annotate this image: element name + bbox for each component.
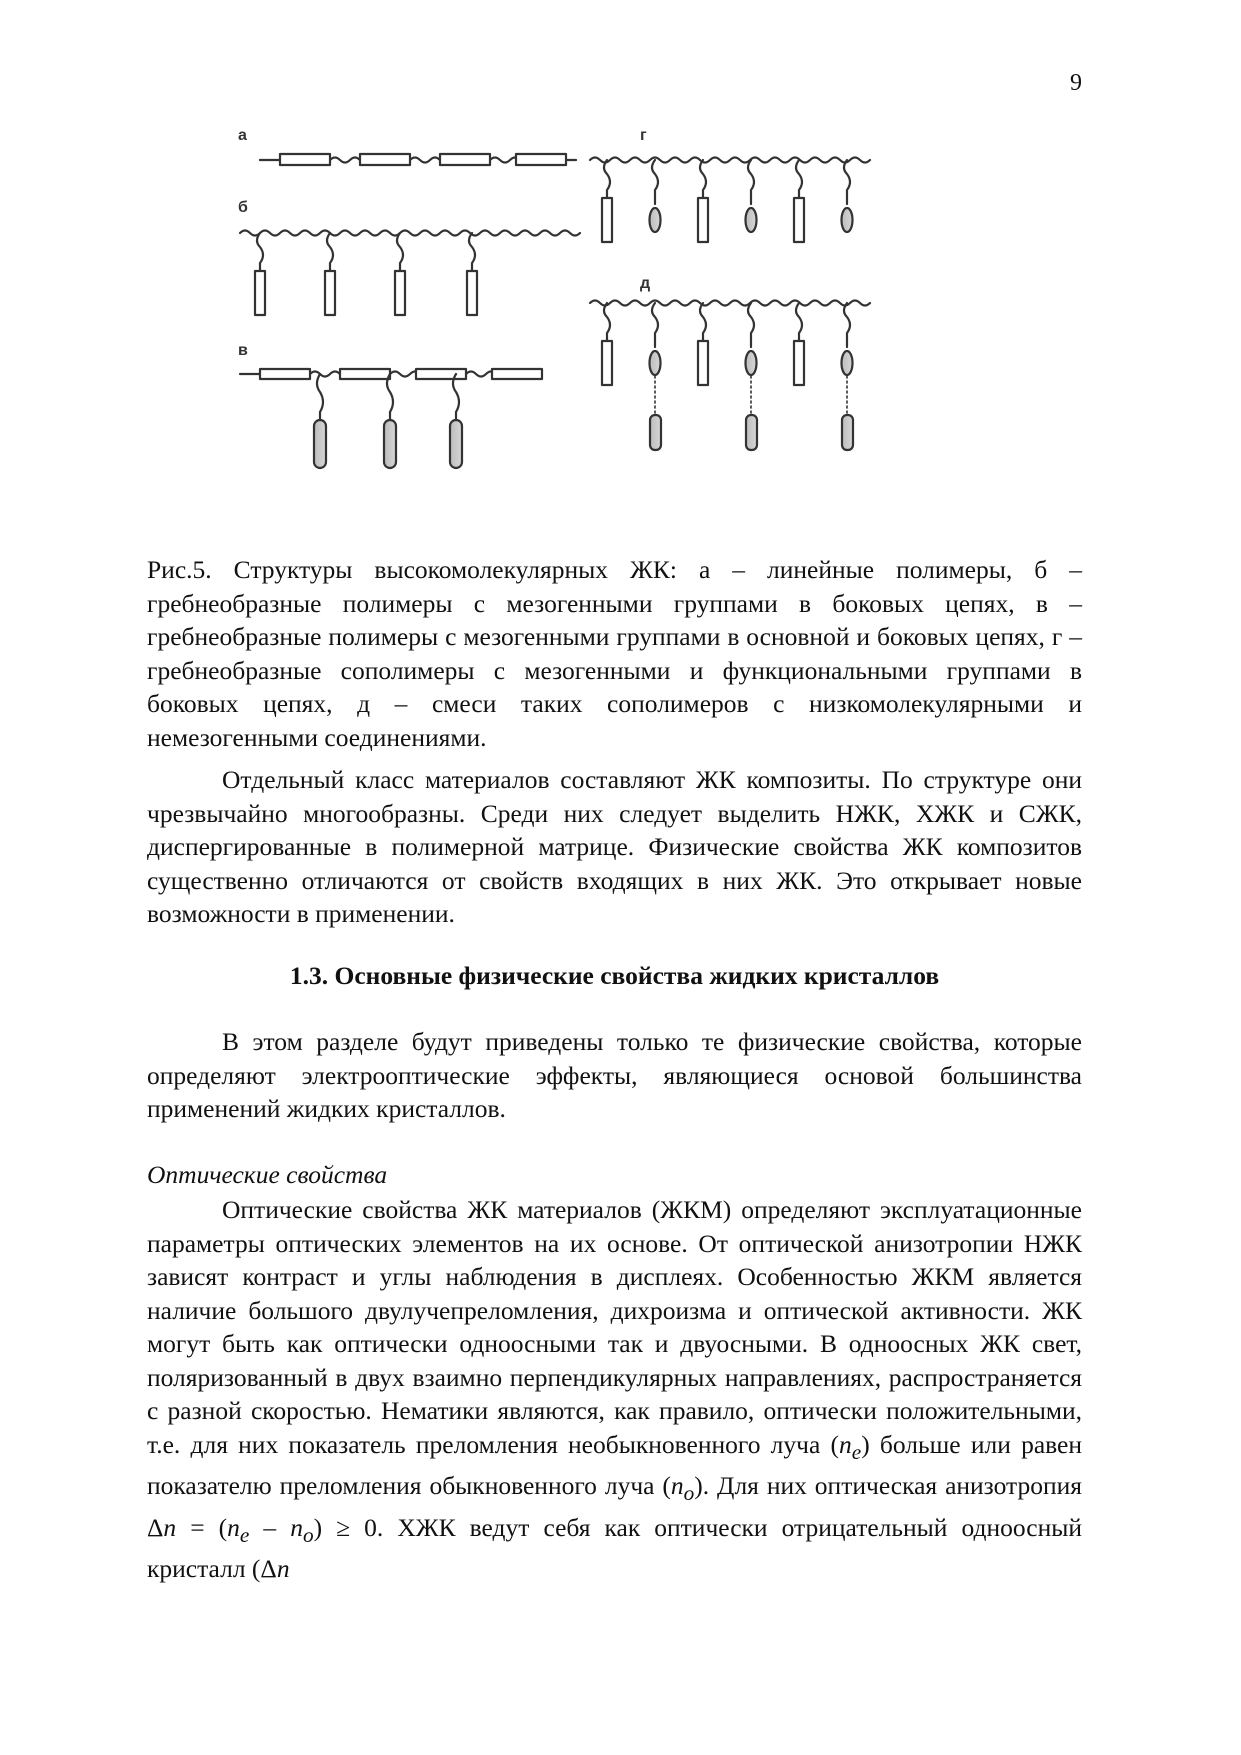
optical-properties-subheading: Оптические свойства xyxy=(147,1160,388,1189)
label-d: д xyxy=(640,275,651,292)
label-a: а xyxy=(238,127,247,144)
text-run: ) больше или равен показателю преломления обыкновенного луча ( xyxy=(147,1429,1082,1501)
label-v: в xyxy=(238,342,248,359)
text-run: = ( xyxy=(176,1512,228,1542)
structure-v xyxy=(240,369,542,468)
text-run: ). Для них оптическая анизотропия Δ xyxy=(147,1471,1082,1542)
figure-caption xyxy=(147,553,1082,754)
text-run: Оптические свойства ЖК материалов (ЖКМ) определяют эксплуатационные параметры оптических элементов на их основе. От оптической анизотропии НЖК зависят контраст и углы наблюдения в дисплеях. Особенностью ЖКМ является наличие большого двулучепреломления, дихроизма и оптической активности. ЖК могут быть как оптически одноосными так и двуосными. В одноосных ЖК свет, поляризованный в двух взаимно перпендикулярных направлениях, распространяется с разной скоростью. Нематики являются, как правило, оптически положительными, т.е. для них показатель преломления необыкновенного луча ( xyxy=(147,1195,1082,1459)
paragraph-text xyxy=(147,1193,1082,1586)
paragraph-text: Отдельный класс материалов составляют ЖК композиты. По структуре они чрезвычайно многообразны. Среди них следует выделить НЖК, ХЖК и СЖК, диспергированные в полимерной матрице. Физические свойства ЖК композитов существенно отличаются от свойств входящих в них ЖК. Это открывает новые возможности в применении. xyxy=(147,765,1082,928)
structure-b xyxy=(240,231,580,316)
subscript-o: o xyxy=(302,1522,314,1547)
paragraph-text: В этом разделе будут приведены только те физические свойства, которые определяют электрооптические эффекты, являющиеся основой большинства применений жидких кристаллов. xyxy=(147,1027,1082,1123)
symbol-n: n xyxy=(290,1512,303,1542)
structure-a xyxy=(260,154,576,165)
page-number: 9 xyxy=(1070,70,1082,96)
structure-d xyxy=(590,301,870,451)
paragraph-optical xyxy=(147,1193,1082,1586)
paragraph-composites xyxy=(147,763,1082,931)
symbol-n: n xyxy=(227,1512,240,1542)
label-g: г xyxy=(640,127,647,144)
subscript-e: e xyxy=(239,1522,250,1547)
symbol-n: n xyxy=(839,1429,852,1459)
subscript-e: e xyxy=(851,1439,862,1464)
polymer-structures-diagram xyxy=(238,127,1010,528)
paragraph-intro xyxy=(147,1025,1082,1126)
symbol-n: n xyxy=(276,1554,290,1584)
text-run: – xyxy=(249,1512,291,1542)
symbol-n: n xyxy=(670,1471,684,1501)
figure-polymer-structures xyxy=(238,127,1010,528)
label-b: б xyxy=(238,199,248,216)
subscript-o: o xyxy=(683,1481,695,1506)
text-run: ) ≥ 0. ХЖК ведут себя как оптически отрицательный одноосный кристалл (Δ xyxy=(147,1512,1083,1584)
section-heading: 1.3. Основные физические свойства жидких кристаллов xyxy=(289,961,940,990)
structure-g xyxy=(590,158,870,243)
caption-text: Рис.5. Структуры высокомолекулярных ЖК: а – линейные полимеры, б – гребнеобразные полимеры с мезогенными группами в боковых цепях, в – гребнеобразные полимеры с мезогенными группами в основной и боковых цепях, г – гребнеобразные сополимеры с мезогенными и функциональными группами в боковых цепях, д – смеси таких сополимеров с низкомолекулярными и немезогенными соединениями. xyxy=(147,555,1082,752)
symbol-n: n xyxy=(163,1512,177,1542)
